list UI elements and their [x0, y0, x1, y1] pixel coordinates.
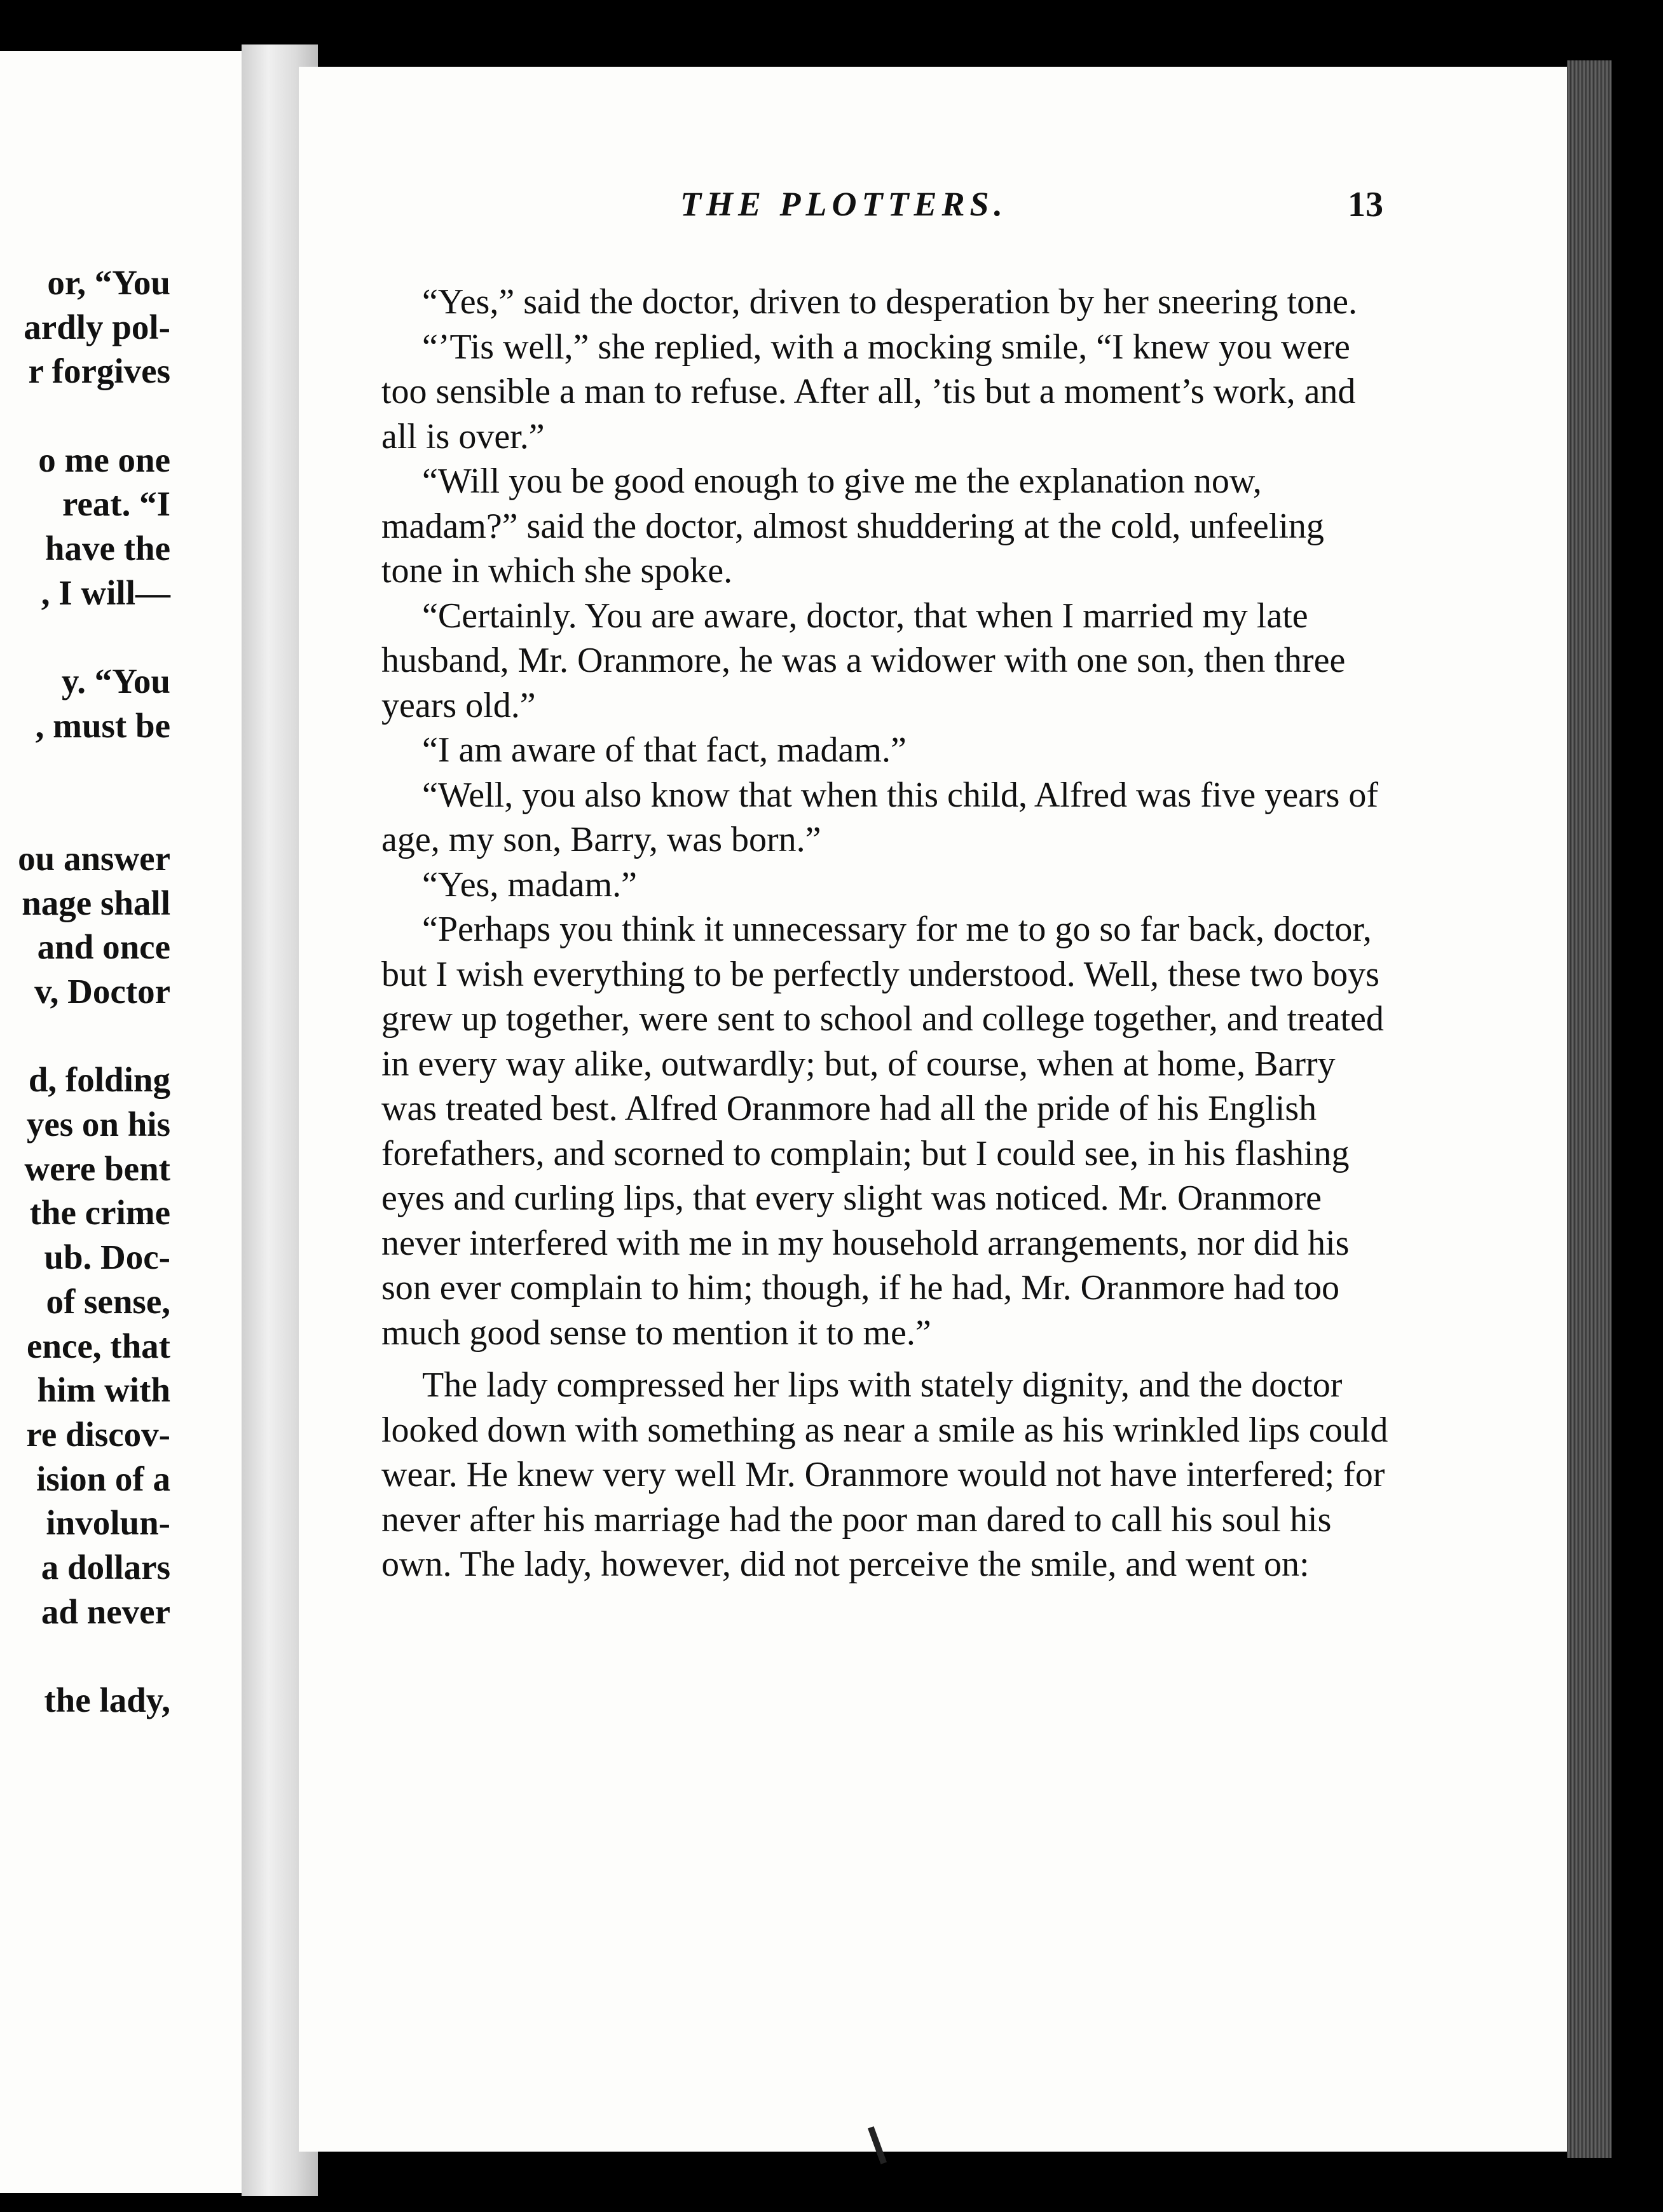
- paragraph: “’Tis well,” she replied, with a mocking smile, “I knew you were too sensible a man to refuse. After all, ’tis but a moment’s work, and all is over.”: [381, 327, 1356, 456]
- left-page-line: yes on his: [26, 1105, 170, 1144]
- paragraph: “I am aware of that fact, madam.”: [422, 730, 907, 770]
- left-page-line: , must be: [35, 706, 170, 745]
- paragraph: “Well, you also know that when this child, Alfred was five years of age, my son, Barry, was born.”: [381, 775, 1379, 859]
- left-page-line: [0, 748, 170, 793]
- left-page-line: of sense,: [46, 1281, 170, 1321]
- left-page-line: ou answer: [18, 838, 170, 878]
- body-text: [381, 280, 1392, 1587]
- left-page-line: [0, 1014, 170, 1058]
- left-page-line: [0, 615, 170, 660]
- left-page-line: ub. Doc-: [44, 1238, 170, 1277]
- left-page-line: or, “You: [47, 263, 170, 302]
- page-number: 13: [1348, 185, 1383, 224]
- paragraph: “Certainly. You are aware, doctor, that when I married my late husband, Mr. Oranmore, he was a widower with one son, then three years old.”: [381, 596, 1346, 725]
- left-page-line: o me one: [38, 440, 170, 479]
- left-page-line: the lady,: [44, 1681, 170, 1719]
- left-page-line: ad never: [41, 1592, 170, 1631]
- left-page-line: a dollars: [41, 1547, 170, 1587]
- left-page-line: [0, 792, 170, 836]
- left-page-line: , I will—: [41, 573, 170, 612]
- left-page-line: involun-: [46, 1503, 170, 1543]
- left-page-line: r forgives: [28, 352, 170, 391]
- paragraph: “Yes, madam.”: [422, 864, 638, 905]
- page-fore-edge: [1567, 60, 1612, 2158]
- paragraph: “Perhaps you think it unnecessary for me to go so far back, doctor, but I wish everything to be perfectly understood. Well, these two boys grew up together, were sent to school and college together, and treated in every way alike, outwardly; but, of course, when at home, Barry was treated best. Alfred Oranmore had all the pride of his English forefathers, and scorned to complain; but I could see, in his flashing eyes and curling lips, that every slight was noticed. Mr. Oranmore never interfered with me in my household arrangements, nor did his son ever complain to him; though, if he had, Mr. Oranmore had too much good sense to mention it to me.”: [381, 910, 1384, 1353]
- left-page-line: reat. “I: [62, 484, 170, 524]
- left-page-text: [0, 261, 170, 1723]
- left-page-line: ence, that: [26, 1326, 170, 1365]
- left-page-line: have the: [44, 529, 170, 568]
- left-page: [0, 51, 242, 2193]
- left-page-line: ision of a: [36, 1459, 170, 1498]
- left-page-line: re discov-: [26, 1414, 170, 1454]
- paragraph: The lady compressed her lips with stately dignity, and the doctor looked down with something as near a smile as his wrinkled lips could wear. He knew very well Mr. Oranmore would not have interfered; for never after his marriage had the poor man dared to call his soul his own. The lady, however, did not perceive the smile, and went on:: [381, 1365, 1388, 1584]
- left-page-line: y. “You: [61, 662, 170, 701]
- left-page-line: and once: [37, 927, 170, 967]
- paragraph: “Yes,” said the doctor, driven to desperation by her sneering tone.: [422, 282, 1358, 322]
- left-page-line: ardly pol-: [24, 307, 170, 346]
- left-page-line: him with: [37, 1370, 170, 1410]
- left-page-line: [0, 1634, 170, 1678]
- left-page-line: the crime: [29, 1193, 170, 1232]
- running-title: THE PLOTTERS.: [680, 185, 1008, 223]
- left-page-line: v, Doctor: [34, 972, 170, 1011]
- paragraph: “Will you be good enough to give me the explanation now, madam?” said the doctor, almost shuddering at the cold, unfeeling tone in which she spoke.: [381, 461, 1324, 591]
- left-page-line: nage shall: [22, 883, 170, 922]
- left-page-line: were bent: [24, 1149, 170, 1188]
- left-page-line: d, folding: [28, 1060, 170, 1100]
- left-page-line: [0, 393, 170, 438]
- right-page: [299, 67, 1567, 2152]
- running-head: [299, 184, 1567, 235]
